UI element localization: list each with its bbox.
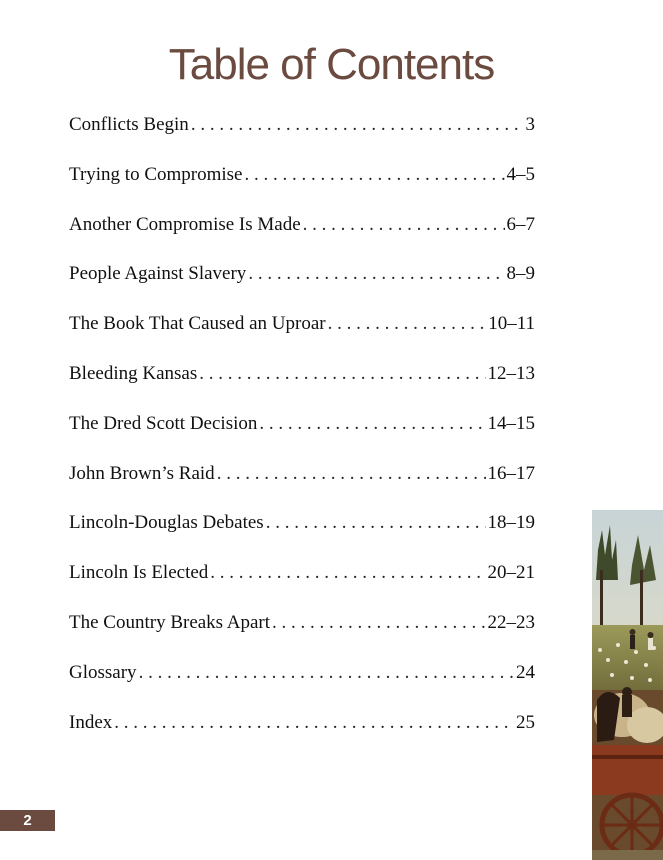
toc-entry-title: People Against Slavery	[69, 263, 247, 285]
dot-leader	[328, 309, 487, 339]
toc-entry-conflicts-begin[interactable]	[69, 110, 535, 160]
dot-leader	[266, 508, 486, 538]
toc-entry-title: Lincoln Is Elected	[69, 562, 209, 584]
dot-leader	[114, 708, 514, 738]
painting-illustration	[592, 510, 663, 860]
toc-entry-title: Another Compromise Is Made	[69, 213, 301, 235]
toc-entry-index[interactable]	[69, 708, 535, 758]
page-title: Table of Contents	[168, 40, 495, 89]
table-of-contents	[69, 110, 535, 757]
toc-entry-page: 16–17	[487, 462, 535, 484]
toc-entry-page: 10–11	[488, 313, 535, 335]
dot-leader	[245, 160, 505, 190]
toc-entry-page: 22–23	[487, 611, 535, 633]
dot-leader	[217, 459, 486, 489]
toc-entry-title: Trying to Compromise	[69, 163, 243, 185]
toc-entry-page: 24	[516, 661, 535, 683]
toc-entry-another-compromise[interactable]	[69, 210, 535, 260]
toc-entry-title: Lincoln-Douglas Debates	[69, 512, 264, 534]
dot-leader	[259, 409, 485, 439]
toc-entry-page: 14–15	[487, 412, 535, 434]
toc-entry-page: 18–19	[487, 512, 535, 534]
toc-entry-page: 25	[516, 711, 535, 733]
toc-entry-trying-to-compromise[interactable]	[69, 160, 535, 210]
toc-entry-people-against-slavery[interactable]	[69, 259, 535, 309]
toc-entry-page: 4–5	[506, 163, 535, 185]
dot-leader	[199, 359, 485, 389]
toc-entry-country-breaks-apart[interactable]	[69, 608, 535, 658]
dot-leader	[139, 658, 514, 688]
toc-entry-title: Bleeding Kansas	[69, 362, 198, 384]
toc-entry-page: 6–7	[506, 213, 535, 235]
toc-entry-title: Index	[69, 711, 113, 733]
toc-entry-page: 8–9	[506, 263, 535, 285]
dot-leader	[210, 558, 485, 588]
dot-leader	[272, 608, 485, 638]
toc-entry-page: 20–21	[487, 562, 535, 584]
toc-entry-book-uproar[interactable]	[69, 309, 535, 359]
toc-entry-lincoln-douglas[interactable]	[69, 508, 535, 558]
toc-entry-title: John Brown’s Raid	[69, 462, 215, 484]
dot-leader	[191, 110, 524, 140]
toc-entry-lincoln-elected[interactable]	[69, 558, 535, 608]
toc-entry-title: Conflicts Begin	[69, 114, 189, 135]
page-number-tab: 2	[0, 810, 55, 831]
toc-entry-page: 12–13	[487, 362, 535, 384]
toc-entry-dred-scott[interactable]	[69, 409, 535, 459]
toc-entry-john-browns-raid[interactable]	[69, 459, 535, 509]
dot-leader	[303, 210, 505, 240]
toc-entry-bleeding-kansas[interactable]	[69, 359, 535, 409]
dot-leader	[248, 259, 504, 289]
toc-entry-title: Glossary	[69, 661, 137, 683]
toc-entry-glossary[interactable]	[69, 658, 535, 708]
toc-entry-page: 3	[525, 114, 535, 135]
toc-entry-title: The Country Breaks Apart	[69, 611, 271, 633]
toc-entry-title: The Dred Scott Decision	[69, 412, 258, 434]
toc-entry-title: The Book That Caused an Uproar	[69, 313, 326, 335]
